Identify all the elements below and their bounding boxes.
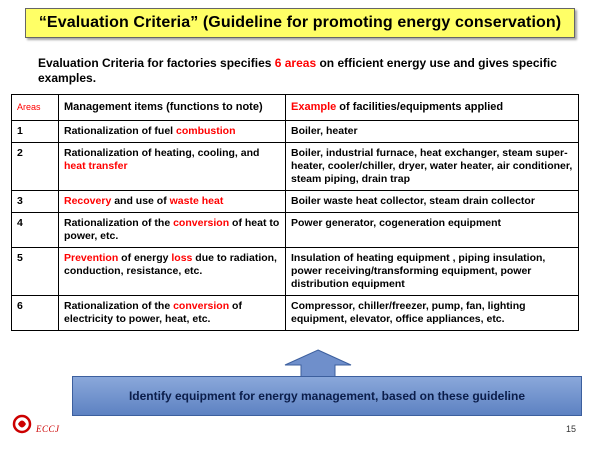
management-keyword: combustion xyxy=(176,125,236,137)
management-text: Rationalization of the xyxy=(64,217,174,229)
page-number: 15 xyxy=(565,424,576,434)
management-keyword: waste heat xyxy=(169,195,224,207)
header-management: Management items (functions to note) xyxy=(59,95,286,121)
management-keyword: conversion xyxy=(173,300,230,312)
intro-highlight: 6 areas xyxy=(274,56,317,70)
management-text: of electricity to power, heat, etc. xyxy=(64,300,242,325)
management-keyword: Prevention xyxy=(64,252,119,264)
example-equipment: Compressor, chiller/freezer, pump, fan, lighting equipment, elevator, office appliances, etc. xyxy=(286,296,579,331)
management-text: and use of xyxy=(111,195,170,207)
intro-text xyxy=(38,56,568,86)
example-equipment: Insulation of heating equipment , piping insulation, power receiving/transforming equipment, power distribution equipment xyxy=(286,248,579,296)
management-text: Rationalization of fuel xyxy=(64,125,176,137)
table-row xyxy=(12,296,579,331)
guideline-banner: Identify equipment for energy management, based on these guideline xyxy=(72,376,582,416)
up-arrow-icon xyxy=(283,349,353,379)
management-item xyxy=(59,213,286,248)
management-item xyxy=(59,296,286,331)
management-item xyxy=(59,121,286,143)
area-number: 3 xyxy=(12,191,59,213)
table-row xyxy=(12,143,579,191)
example-equipment: Boiler, industrial furnace, heat exchanger, steam super-heater, cooler/chiller, dryer, water heater, air conditioner, steam piping, drain trap xyxy=(286,143,579,191)
management-keyword: heat transfer xyxy=(64,160,128,172)
area-number: 5 xyxy=(12,248,59,296)
example-equipment: Power generator, cogeneration equipment xyxy=(286,213,579,248)
area-number: 6 xyxy=(12,296,59,331)
table-header-row xyxy=(12,95,579,121)
management-item xyxy=(59,248,286,296)
area-number: 4 xyxy=(12,213,59,248)
eccj-logo-icon xyxy=(12,414,32,434)
intro-before: Evaluation Criteria for factories specifies xyxy=(38,56,275,70)
logo-text: ECCJ xyxy=(36,424,60,434)
table-body xyxy=(12,121,579,331)
slide-title: “Evaluation Criteria” (Guideline for promoting energy conservation) xyxy=(25,8,575,38)
area-number: 1 xyxy=(12,121,59,143)
table-row xyxy=(12,191,579,213)
table-row xyxy=(12,121,579,143)
table-row xyxy=(12,248,579,296)
management-item xyxy=(59,191,286,213)
example-equipment: Boiler waste heat collector, steam drain collector xyxy=(286,191,579,213)
management-text: of energy xyxy=(118,252,172,264)
header-example xyxy=(286,95,579,121)
management-keyword: Recovery xyxy=(64,195,112,207)
management-keyword: loss xyxy=(171,252,193,264)
management-item xyxy=(59,143,286,191)
area-number: 2 xyxy=(12,143,59,191)
example-equipment: Boiler, heater xyxy=(286,121,579,143)
header-example-red: Example xyxy=(291,101,337,113)
management-text: Rationalization of the xyxy=(64,300,174,312)
intro-after: on efficient energy use and gives specific examples. xyxy=(38,56,557,85)
table-row xyxy=(12,213,579,248)
management-text: of heat to power, etc. xyxy=(64,217,280,242)
management-text: Rationalization of heating, cooling, and xyxy=(64,147,260,159)
header-areas: Areas xyxy=(12,95,59,121)
management-keyword: conversion xyxy=(173,217,230,229)
header-example-rest: of facilities/equipments applied xyxy=(336,101,504,113)
management-text: due to radiation, conduction, resistance, etc. xyxy=(64,252,277,277)
criteria-table xyxy=(11,94,579,331)
